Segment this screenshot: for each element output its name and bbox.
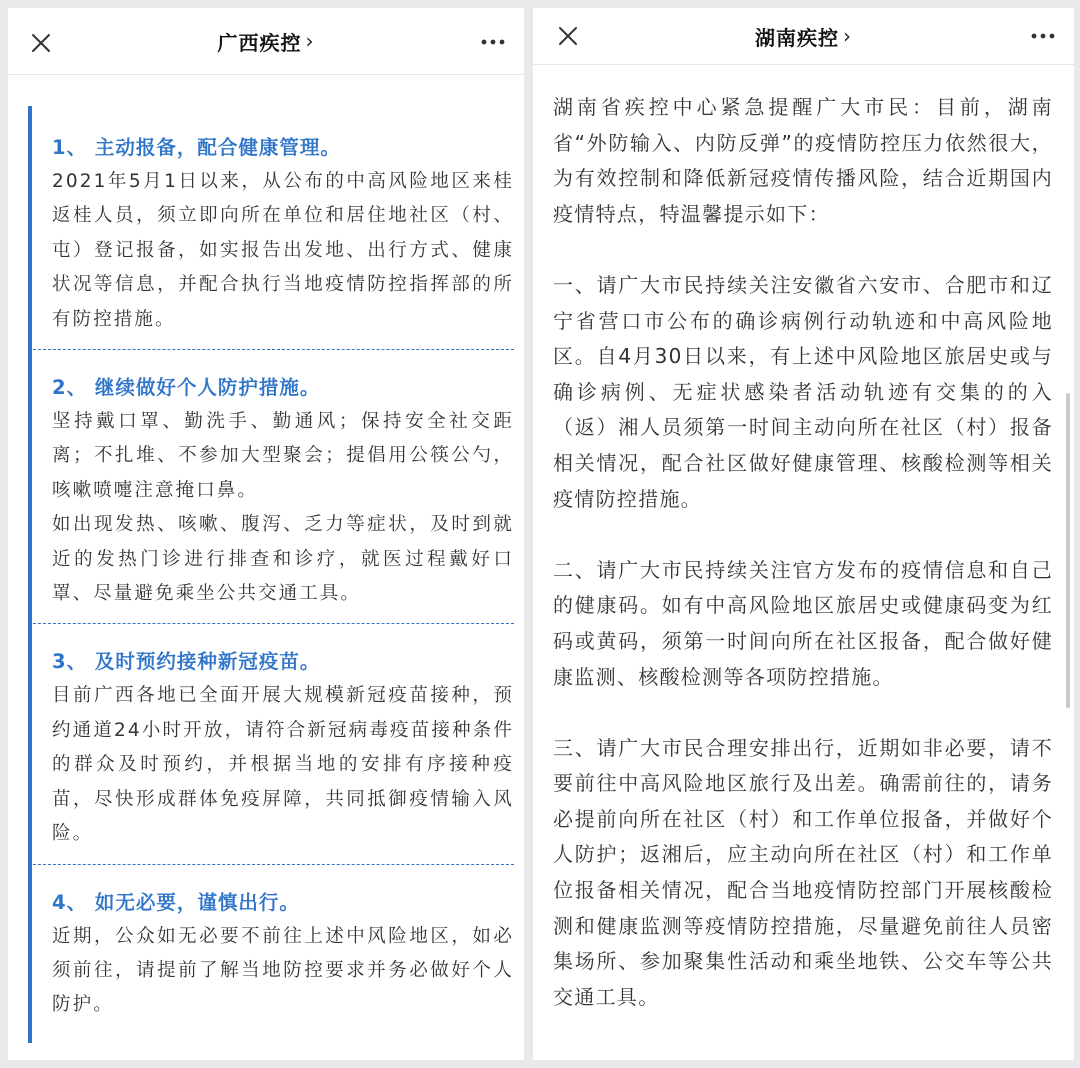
left-nav-bar [8,8,524,75]
section-4 [28,865,514,1035]
more-icon[interactable] [1030,28,1056,44]
scrollbar[interactable] [1066,393,1070,708]
more-icon[interactable] [480,34,506,50]
section-heading: 4、 如无必要，谨慎出行。 [52,890,300,914]
close-icon[interactable] [557,25,579,47]
right-nav-bar [533,8,1074,65]
close-icon[interactable] [30,32,52,54]
right-account-title[interactable] [755,22,852,51]
article-paragraph: 湖南省疾控中心紧急提醒广大市民：目前，湖南省“外防输入、内防反弹”的疫情防控压力依然很大，为有效控制和降低新冠疫情传播风险，结合近期国内疫情特点，特温馨提示如下： [553,95,1053,226]
right-article-panel [533,8,1074,1060]
article-paragraph: 三、请广大市民合理安排出行，近期如非必要，请不要前往中高风险地区旅行及出差。确需前往的，请务必提前向所在社区（村）和工作单位报备，并做好个人防护；返湘后，应主动向所在社区（村）和工作单位报备相关情况，配合当地疫情防控部门开展核酸检测和健康监测等疫情防控措施，尽量避免前往人员密集场所、参加聚集性活动和乘坐地铁、公交车等公共交通工具。 [553,735,1053,1009]
section-paragraph: 近期，公众如无必要不前往上述中风险地区，如必须前往，请提前了解当地防控要求并务必做好个人防护。 [52,925,514,1016]
section-heading: 2、 继续做好个人防护措施。 [52,376,321,400]
left-article-body [28,106,514,1035]
chevron-right-icon: › [843,24,852,48]
left-account-title[interactable] [218,27,315,56]
right-account-name: 湖南疾控 [755,25,839,50]
left-account-name: 广西疾控 [217,30,302,55]
article-paragraph: 二、请广大市民持续关注官方发布的疫情信息和自己的健康码。如有中高风险地区旅居史或健康码变为红码或黄码，须第一时间向所在社区报备，配合做好健康监测、核酸检测等各项防控措施。 [553,557,1053,689]
section-paragraph: 坚持戴口罩、勤洗手、勤通风；保持安全社交距离；不扎堆、不参加大型聚会；提倡用公筷公勺，咳嗽喷嚏注意掩口鼻。 [52,411,514,501]
section-heading: 3、 及时预约接种新冠疫苗。 [52,650,321,674]
article-paragraph: 一、请广大市民持续关注安徽省六安市、合肥市和辽宁省营口市公布的确诊病例行动轨迹和中高风险地区。自4月30日以来，有上述中风险地区旅居史或与确诊病例、无症状感染者活动轨迹有交集的的入（返）湘人员须第一时间主动向所在社区（村）报备相关情况，配合社区做好健康管理、核酸检测等相关疫情防控措施。 [553,272,1053,511]
section-3 [28,624,514,863]
left-article-panel [8,8,524,1060]
section-paragraph: 如出现发热、咳嗽、腹泻、乏力等症状，及时到就近的发热门诊进行排查和诊疗，就医过程戴好口罩、尽量避免乘坐公共交通工具。 [52,514,514,605]
section-paragraph: 2021年5月1日以来，从公布的中高风险地区来桂返桂人员，须立即向所在单位和居住地社区（村、屯）登记报备，如实报告出发地、出行方式、健康状况等信息，并配合执行当地疫情防控指挥部的所有防控措施。 [52,171,514,330]
right-article-body [553,90,1053,1015]
section-paragraph: 目前广西各地已全面开展大规模新冠疫苗接种，预约通道24小时开放，请符合新冠病毒疫苗接种条件的群众及时预约，并根据当地的安排有序接种疫苗，尽快形成群体免疫屏障，共同抵御疫情输入风险。 [52,685,514,845]
section-1 [28,106,514,349]
section-2 [28,350,514,623]
section-heading: 1、 主动报备，配合健康管理。 [52,136,341,159]
chevron-right-icon: › [305,29,315,53]
